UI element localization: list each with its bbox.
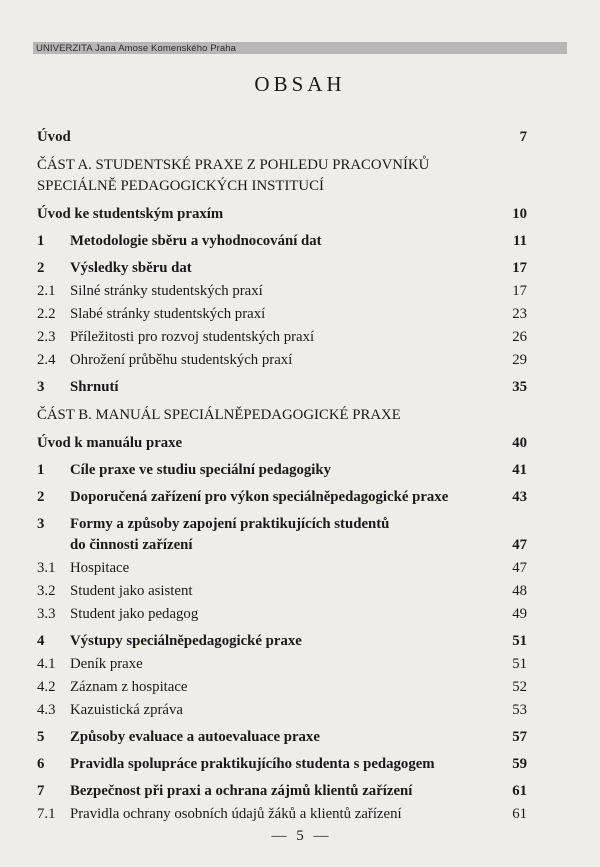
toc-entry <box>37 780 527 803</box>
toc-entry-title: Bezpečnost při praxi a ochrana zájmů klientů zařízení <box>70 783 413 799</box>
toc-entry <box>37 513 527 557</box>
toc-entry <box>37 486 527 509</box>
toc-entry <box>37 404 527 427</box>
toc-entry-page: 41 <box>512 462 527 478</box>
toc-entry <box>37 753 527 776</box>
toc-entry-title: Výsledky sběru dat <box>70 260 192 276</box>
toc-entry-page: 26 <box>512 329 527 345</box>
toc-entry <box>37 126 527 149</box>
toc-entry-title: Student jako asistent <box>70 583 193 599</box>
toc-entry-number: 4.1 <box>37 656 56 672</box>
toc-entry-page: 17 <box>512 260 527 276</box>
toc-entry-number: 3.3 <box>37 606 56 622</box>
toc-entry-title: Úvod k manuálu praxe <box>37 435 183 451</box>
toc-entry <box>37 653 527 676</box>
toc-entry <box>37 699 527 722</box>
toc-entry-title: ČÁST A. STUDENTSKÉ PRAXE Z POHLEDU PRACOVNÍKŮ SPECIÁLNĚ PEDAGOGICKÝCH INSTITUCÍ <box>37 157 430 194</box>
toc-entry-number: 3 <box>37 516 45 532</box>
toc-entry-title: Ohrožení průběhu studentských praxí <box>70 352 293 368</box>
toc-entry-page: 11 <box>513 233 527 249</box>
toc-entry-page: 35 <box>512 379 527 395</box>
toc-entry-number: 2.2 <box>37 306 56 322</box>
toc-entry <box>37 203 527 226</box>
toc-entry <box>37 676 527 699</box>
toc-entry <box>37 603 527 626</box>
toc-entry-page: 57 <box>512 729 527 745</box>
toc-entry-title: Pravidla spolupráce praktikujícího studenta s pedagogem <box>70 756 435 772</box>
toc-entry-title: Deník praxe <box>70 656 143 672</box>
toc-entry <box>37 326 527 349</box>
toc-entry <box>37 230 527 253</box>
toc-entry-number: 3.1 <box>37 560 56 576</box>
toc-entry-title: Metodologie sběru a vyhodnocování dat <box>70 233 322 249</box>
toc-entry-page: 47 <box>512 537 527 553</box>
toc-entry-number: 2 <box>37 489 45 505</box>
running-header: UNIVERZITA Jana Amose Komenského Praha <box>36 43 237 54</box>
toc-entry-number: 5 <box>37 729 45 745</box>
toc-entry-title: Způsoby evaluace a autoevaluace praxe <box>70 729 320 745</box>
page-number: — 5 — <box>271 828 329 844</box>
toc-entry-title: ČÁST B. MANUÁL SPECIÁLNĚPEDAGOGICKÉ PRAXE <box>37 407 401 423</box>
toc-entry <box>37 154 527 198</box>
toc-entry <box>37 432 527 455</box>
toc-entry-title: Výstupy speciálněpedagogické praxe <box>70 633 302 649</box>
toc-entry-page: 59 <box>512 756 527 772</box>
toc-entry-number: 4 <box>37 633 45 649</box>
toc-entry-title: Cíle praxe ve studiu speciální pedagogiky <box>70 462 332 478</box>
toc-entry-page: 7 <box>519 129 527 145</box>
toc-entry-number: 3.2 <box>37 583 56 599</box>
toc-entry-number: 4.2 <box>37 679 56 695</box>
toc-entry <box>37 580 527 603</box>
toc-entry-page: 40 <box>512 435 527 451</box>
toc-entry-number: 7.1 <box>37 806 56 822</box>
toc-entry-page: 47 <box>512 560 527 576</box>
toc-entry-title: Silné stránky studentských praxí <box>70 283 263 299</box>
toc-entry-title: Pravidla ochrany osobních údajů žáků a klientů zařízení <box>70 806 402 822</box>
table-of-contents <box>37 126 527 826</box>
toc-entry-title: Formy a způsoby zapojení praktikujících studentů do činnosti zařízení <box>70 516 390 553</box>
toc-entry-number: 2.4 <box>37 352 56 368</box>
toc-entry <box>37 726 527 749</box>
toc-entry-page: 52 <box>512 679 527 695</box>
toc-entry <box>37 303 527 326</box>
toc-entry-title: Záznam z hospitace <box>70 679 188 695</box>
toc-entry <box>37 630 527 653</box>
toc-entry-number: 1 <box>37 233 45 249</box>
toc-entry-number: 6 <box>37 756 45 772</box>
toc-entry-number: 4.3 <box>37 702 56 718</box>
toc-entry-title: Kazuistická zpráva <box>70 702 183 718</box>
toc-entry-page: 51 <box>512 633 527 649</box>
toc-entry-title: Slabé stránky studentských praxí <box>70 306 266 322</box>
toc-entry-page: 23 <box>512 306 527 322</box>
toc-entry-page: 29 <box>512 352 527 368</box>
toc-entry-title: Úvod ke studentským praxím <box>37 206 224 222</box>
toc-entry-page: 10 <box>512 206 527 222</box>
toc-entry <box>37 803 527 826</box>
toc-entry-title: Úvod <box>37 129 71 145</box>
toc-entry-page: 48 <box>512 583 527 599</box>
toc-entry-page: 17 <box>512 283 527 299</box>
toc-entry-number: 2.1 <box>37 283 56 299</box>
toc-entry <box>37 257 527 280</box>
toc-entry-page: 53 <box>512 702 527 718</box>
toc-entry-title: Doporučená zařízení pro výkon speciálněpedagogické praxe <box>70 489 449 505</box>
toc-entry-page: 61 <box>512 806 527 822</box>
toc-entry-title: Shrnutí <box>70 379 119 395</box>
toc-entry-page: 51 <box>512 656 527 672</box>
toc-entry-number: 7 <box>37 783 45 799</box>
toc-entry-page: 43 <box>512 489 527 505</box>
toc-entry <box>37 280 527 303</box>
toc-entry-page: 49 <box>512 606 527 622</box>
toc-entry <box>37 349 527 372</box>
toc-entry <box>37 557 527 580</box>
toc-entry-title: Hospitace <box>70 560 130 576</box>
toc-entry-number: 1 <box>37 462 45 478</box>
toc-entry-page: 61 <box>512 783 527 799</box>
toc-entry <box>37 376 527 399</box>
toc-entry-number: 3 <box>37 379 45 395</box>
toc-entry-number: 2.3 <box>37 329 56 345</box>
page-title: OBSAH <box>254 72 346 96</box>
toc-entry-number: 2 <box>37 260 45 276</box>
toc-entry-title: Příležitosti pro rozvoj studentských praxí <box>70 329 315 345</box>
toc-entry <box>37 459 527 482</box>
toc-entry-title: Student jako pedagog <box>70 606 199 622</box>
